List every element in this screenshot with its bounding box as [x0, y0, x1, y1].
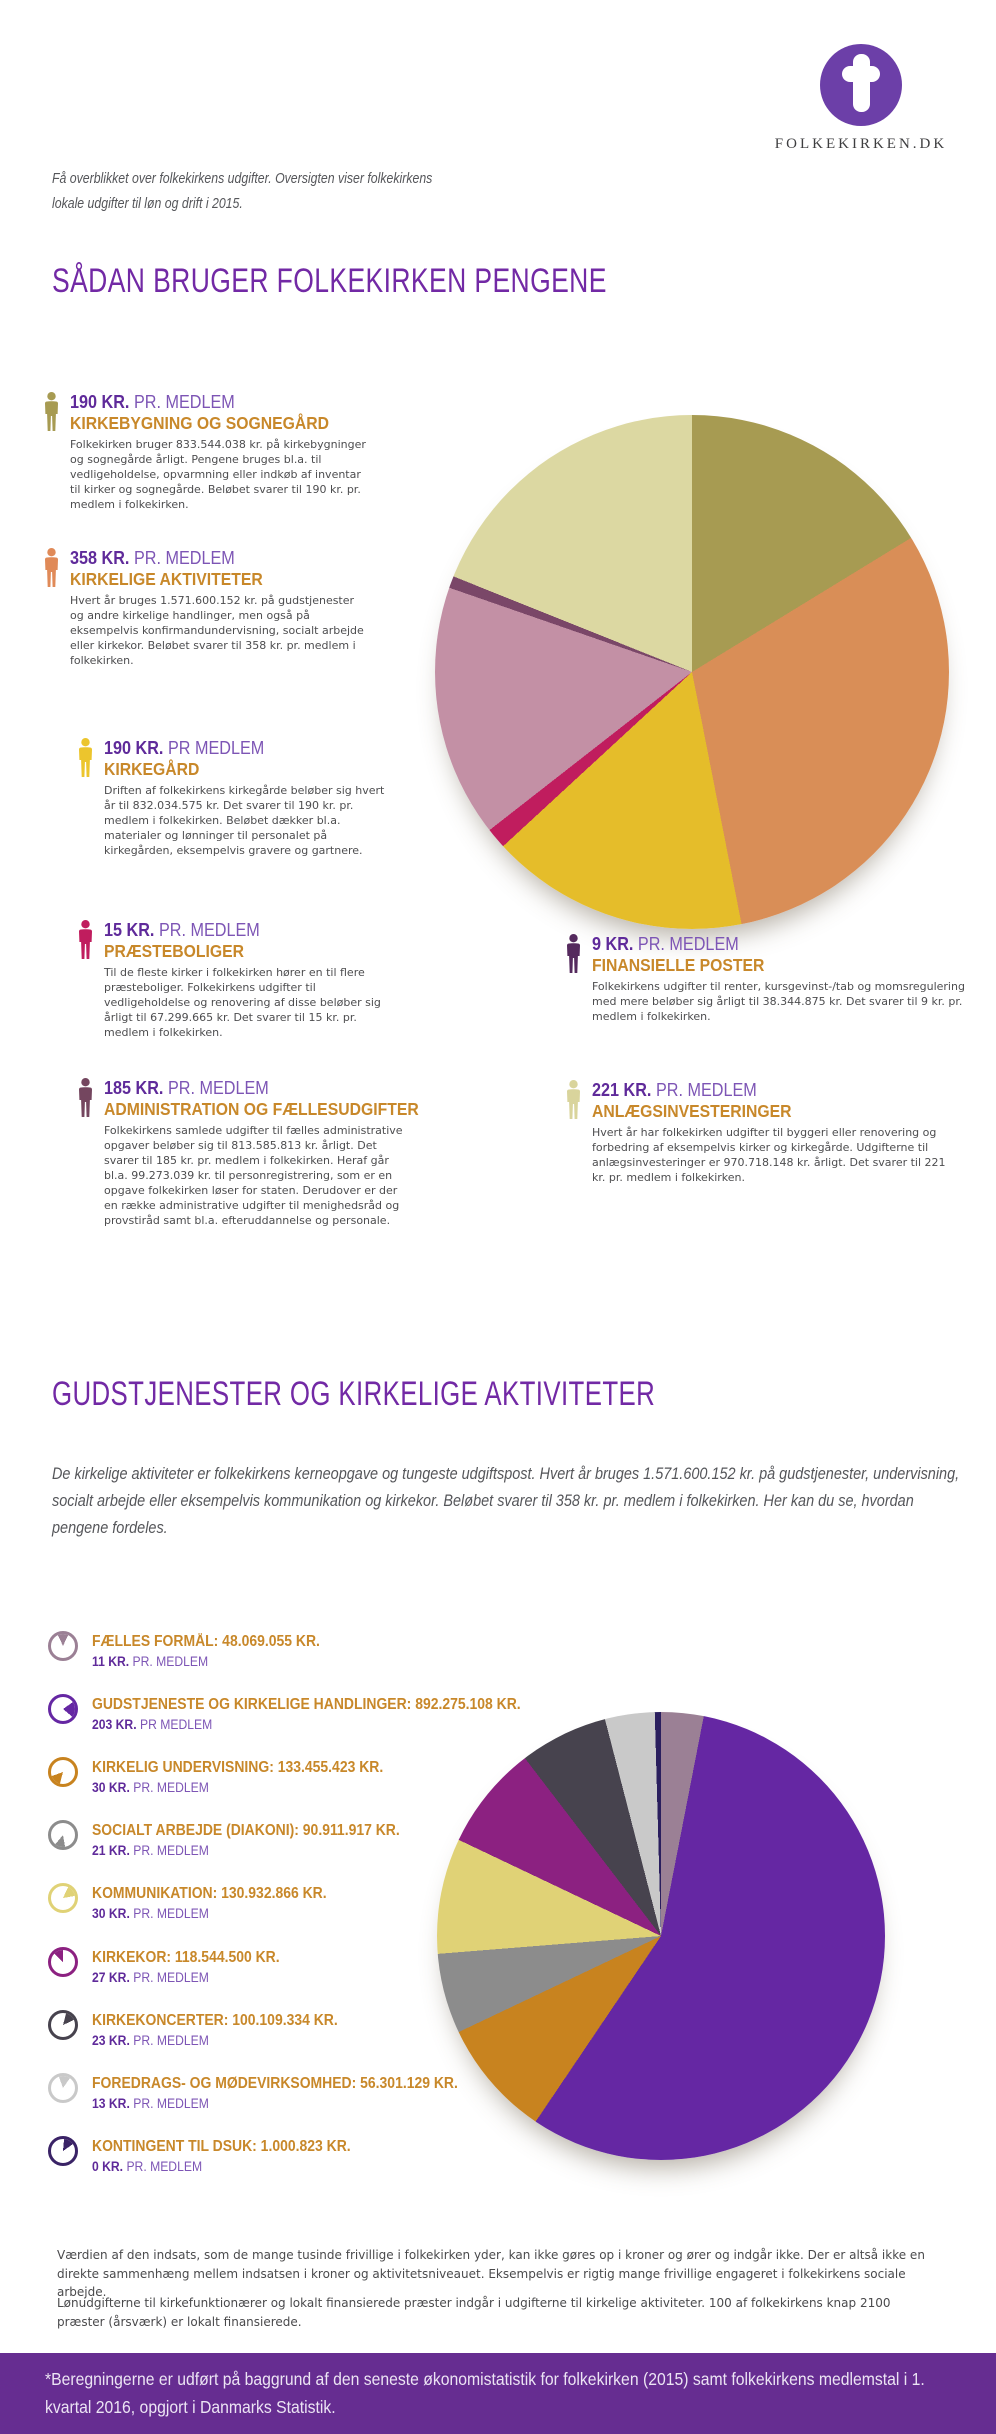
item-body: Folkekirken bruger 833.544.038 kr. på kirkebygninger og sognegårde årligt. Pengene bruges bl.a. til vedligeholdelse, opvarmning eller indkøb af inventar til kirker og sognegårde. Beløbet svarer til 190 kr. pr. medlem i folkekirken.: [70, 438, 366, 511]
folkekirken-logo: [820, 44, 902, 126]
cross-icon: [853, 54, 870, 112]
pie-wedge-icon: [48, 1947, 78, 1977]
footer-note: *Beregningerne er udført på baggrund af den seneste økonomistatistik for folkekirken (2015) samt folkekirkens medlemstal i 1. kvartal 2016, opgjort i Danmarks Statistik.: [45, 2369, 925, 2417]
expense-item-anlaegsinvesteringer: [566, 1080, 966, 1185]
section1-title: SÅDAN BRUGER FOLKEKIRKEN PENGENE: [52, 262, 607, 300]
activity-item-kirkekor: [48, 1949, 518, 1986]
expense-item-kirkegaard: [78, 738, 408, 858]
activity-item-kirkekoncerter: [48, 2012, 518, 2049]
activity-title: KIRKEKOR: 118.544.500 KR.: [92, 1949, 280, 1966]
item-body: Til de fleste kirker i folkekirken hører en til flere præsteboliger. Folkekirkens udgifter til vedligeholdelse og renovering af disse beløber sig årligt til 67.299.665 kr. Det svarer til 15 kr. pr. medlem i folkekirken.: [104, 966, 381, 1039]
expense-item-praesteboliger: [78, 920, 408, 1040]
activity-item-faelles-formaal: [48, 1633, 518, 1670]
activity-item-kommunikation: [48, 1885, 518, 1922]
amount-suffix: PR. MEDLEM: [133, 1970, 209, 1985]
activity-item-dsuk: [48, 2138, 518, 2175]
amount-value: 15 KR.: [104, 920, 155, 940]
amount-suffix: PR. MEDLEM: [167, 1078, 269, 1098]
intro-text: Få overblikket over folkekirkens udgifter. Oversigten viser folkekirkens lokale udgifter til løn og drift i 2015.: [52, 170, 433, 212]
activity-title: KONTINGENT TIL DSUK: 1.000.823 KR.: [92, 2138, 351, 2155]
amount-suffix: PR. MEDLEM: [158, 920, 260, 940]
amount-value: 23 KR.: [92, 2033, 130, 2048]
amount-value: 358 KR.: [70, 548, 130, 568]
pie-wedge-icon: [48, 1820, 78, 1850]
cross-icon: [842, 66, 880, 82]
person-icon: [44, 548, 59, 588]
activity-title: GUDSTJENESTE OG KIRKELIGE HANDLINGER: 892.275.108 KR.: [92, 1696, 521, 1713]
item-body: Hvert år bruges 1.571.600.152 kr. på gudstjenester og andre kirkelige handlinger, men også på eksempelvis konfirmandundervisning, socialt arbejde eller kirkekor. Beløbet svarer til 358 kr. pr. medlem i folkekirken.: [70, 594, 364, 667]
amount-value: 13 KR.: [92, 2096, 130, 2111]
person-icon: [78, 920, 93, 960]
item-heading: KIRKEBYGNING OG SOGNEGÅRD: [70, 413, 330, 433]
item-body: Hvert år har folkekirken udgifter til byggeri eller renovering og forbedring af eksempelvis kirker og kirkegårde. Udgifterne til anlægsinvesteringer er 970.718.148 kr. årligt. Det svarer til 221 kr. pr. medlem i folkekirken.: [592, 1126, 946, 1184]
footnote-1: Værdien af den indsats, som de mange tusinde frivillige i folkekirken yder, kan ikke gøres op i kroner og ører og indgår ikke. Der er altså ikke en direkte sammenhæng mellem indsatsen i kroner og aktivitetsniveauet. Eksempelvis er rigtig mange frivillige engageret i folkekirkens sociale arbejde.: [57, 2248, 925, 2299]
item-heading: FINANSIELLE POSTER: [592, 955, 765, 975]
amount-suffix: PR. MEDLEM: [132, 1654, 209, 1669]
pie-wedge-icon: [48, 1694, 78, 1724]
item-heading: PRÆSTEBOLIGER: [104, 941, 245, 961]
amount-value: 11 KR.: [92, 1654, 130, 1669]
activity-item-socialt-arbejde: [48, 1822, 518, 1859]
amount-suffix: PR. MEDLEM: [133, 2096, 209, 2111]
activity-title: KOMMUNIKATION: 130.932.866 KR.: [92, 1885, 327, 1902]
logo-text: FOLKEKIRKEN.DK: [774, 136, 948, 152]
amount-value: 190 KR.: [70, 392, 130, 412]
person-icon: [44, 392, 59, 432]
person-icon: [566, 934, 581, 974]
section2-title: GUDSTJENESTER OG KIRKELIGE AKTIVITETER: [52, 1375, 656, 1413]
amount-value: 21 KR.: [92, 1843, 130, 1858]
amount-suffix: PR. MEDLEM: [133, 548, 235, 568]
amount-value: 190 KR.: [104, 738, 164, 758]
amount-value: 203 KR.: [92, 1717, 137, 1732]
activity-title: KIRKELIG UNDERVISNING: 133.455.423 KR.: [92, 1759, 384, 1776]
person-icon: [78, 738, 93, 778]
pie-wedge-icon: [48, 2073, 78, 2103]
expense-item-kirkelige-aktiviteter: [44, 548, 374, 668]
amount-suffix: PR. MEDLEM: [655, 1080, 757, 1100]
person-icon: [566, 1080, 581, 1120]
person-icon: [78, 1078, 93, 1118]
amount-value: 221 KR.: [592, 1080, 652, 1100]
item-body: Folkekirkens samlede udgifter til fælles administrative opgaver beløber sig til 813.585.813 kr. årligt. Det svarer til 185 kr. pr. medlem i folkekirken. Heraf går bl.a. 99.273.039 kr. til personregistrering, som er en opgave folkekirken løser for staten. Derudover er der en række administrative udgifter til menighedsråd og provstiråd samt bl.a. efteruddannelse og personale.: [104, 1124, 403, 1227]
amount-suffix: PR. MEDLEM: [133, 1843, 209, 1858]
amount-suffix: PR. MEDLEM: [133, 392, 235, 412]
amount-suffix: PR. MEDLEM: [637, 934, 739, 954]
amount-suffix: PR MEDLEM: [139, 1717, 213, 1732]
amount-value: 30 KR.: [92, 1780, 130, 1795]
amount-suffix: PR. MEDLEM: [133, 2033, 209, 2048]
activity-item-gudstjeneste: [48, 1696, 521, 1733]
item-heading: KIRKELIGE AKTIVITETER: [70, 569, 263, 589]
pie-wedge-icon: [48, 2136, 78, 2166]
pie-wedge-icon: [48, 1883, 78, 1913]
footnote-2: Lønudgifterne til kirkefunktionærer og lokalt finansierede præster indgår i udgifterne til kirkelige aktiviteter. 100 af folkekirkens knap 2100 præster (årsværk) er lokalt finansierede.: [57, 2296, 891, 2329]
pie-wedge-icon: [48, 1757, 78, 1787]
activity-title: FOREDRAGS- OG MØDEVIRKSOMHED: 56.301.129 KR.: [92, 2075, 458, 2092]
item-body: Driften af folkekirkens kirkegårde beløber sig hvert år til 832.034.575 kr. Det svarer til 190 kr. pr. medlem i folkekirken. Beløbet dækker bl.a. materialer og lønninger til personalet på kirkegården, eksempelvis gravere og gartnere.: [104, 784, 385, 857]
pie-wedge-icon: [48, 2010, 78, 2040]
activity-item-foredrag: [48, 2075, 518, 2112]
item-heading: ANLÆGSINVESTERINGER: [592, 1101, 792, 1121]
amount-value: 185 KR.: [104, 1078, 164, 1098]
expense-item-finansielle-poster: [566, 934, 966, 1024]
amount-suffix: PR MEDLEM: [167, 738, 265, 758]
amount-value: 30 KR.: [92, 1906, 130, 1921]
item-body: Folkekirkens udgifter til renter, kursgevinst-/tab og momsregulering med mere beløber sig årligt til 38.344.875 kr. Det svarer til 9 kr. pr. medlem i folkekirken.: [592, 980, 965, 1023]
activity-title: SOCIALT ARBEJDE (DIAKONI): 90.911.917 KR.: [92, 1822, 400, 1839]
section2-intro: De kirkelige aktiviteter er folkekirkens kerneopgave og tungeste udgiftspost. Hvert år bruges 1.571.600.152 kr. på gudstjenester, undervisning, socialt arbejde eller eksempelvis kommunikation og kirkekor. Beløbet svarer til 358 kr. pr. medlem i folkekirken. Her kan du se, hvordan pengene fordeles.: [52, 1464, 960, 1537]
activity-title: FÆLLES FORMÅL: 48.069.055 KR.: [92, 1633, 320, 1650]
item-heading: KIRKEGÅRD: [104, 759, 200, 779]
amount-value: 9 KR.: [592, 934, 634, 954]
amount-value: 27 KR.: [92, 1970, 130, 1985]
expenses-pie-chart: [435, 415, 949, 929]
amount-suffix: PR. MEDLEM: [133, 1780, 209, 1795]
activity-item-undervisning: [48, 1759, 518, 1796]
activity-title: KIRKEKONCERTER: 100.109.334 KR.: [92, 2012, 338, 2029]
amount-suffix: PR. MEDLEM: [126, 2159, 203, 2174]
pie-wedge-icon: [48, 1631, 78, 1661]
amount-value: 0 KR.: [92, 2159, 124, 2174]
amount-suffix: PR. MEDLEM: [133, 1906, 209, 1921]
expense-item-kirkebygning: [44, 392, 374, 512]
expense-item-administration: [78, 1078, 418, 1228]
item-heading: ADMINISTRATION OG FÆLLESUDGIFTER: [104, 1099, 419, 1119]
